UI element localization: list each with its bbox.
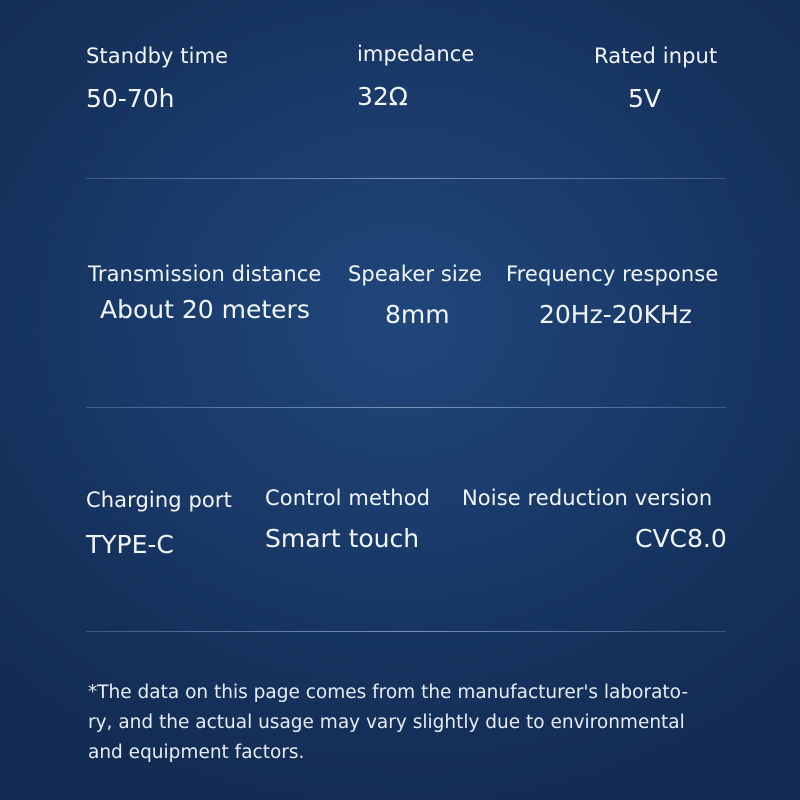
disclaimer-footnote xyxy=(88,678,728,768)
control-method-value: Smart touch xyxy=(265,524,420,553)
noise-reduction-label: Noise reduction version xyxy=(462,486,713,510)
frequency-response-label: Frequency response xyxy=(506,262,719,286)
footnote-line-3: and equipment factors. xyxy=(88,742,305,763)
frequency-response-value: 20Hz-20KHz xyxy=(539,300,692,329)
rated-input-value: 5V xyxy=(628,84,662,113)
standby-time-value: 50-70h xyxy=(86,84,175,113)
transmission-distance-label: Transmission distance xyxy=(88,262,322,286)
divider-2 xyxy=(86,407,726,408)
speaker-size-label: Speaker size xyxy=(348,262,483,286)
impedance-label: impedance xyxy=(357,42,475,66)
rated-input-label: Rated input xyxy=(594,44,718,68)
divider-1 xyxy=(86,178,726,179)
noise-reduction-value: CVC8.0 xyxy=(635,524,727,553)
footnote-line-2: ry, and the actual usage may vary slightly due to environmental xyxy=(88,712,685,733)
footnote-line-1: *The data on this page comes from the manufacturer's laborato- xyxy=(88,682,688,703)
charging-port-label: Charging port xyxy=(86,488,232,512)
control-method-label: Control method xyxy=(265,486,431,510)
charging-port-value: TYPE-C xyxy=(86,530,174,559)
transmission-distance-value: About 20 meters xyxy=(100,295,310,324)
speaker-size-value: 8mm xyxy=(385,300,450,329)
impedance-value: 32Ω xyxy=(357,82,408,111)
standby-time-label: Standby time xyxy=(86,44,229,68)
divider-3 xyxy=(86,631,726,632)
